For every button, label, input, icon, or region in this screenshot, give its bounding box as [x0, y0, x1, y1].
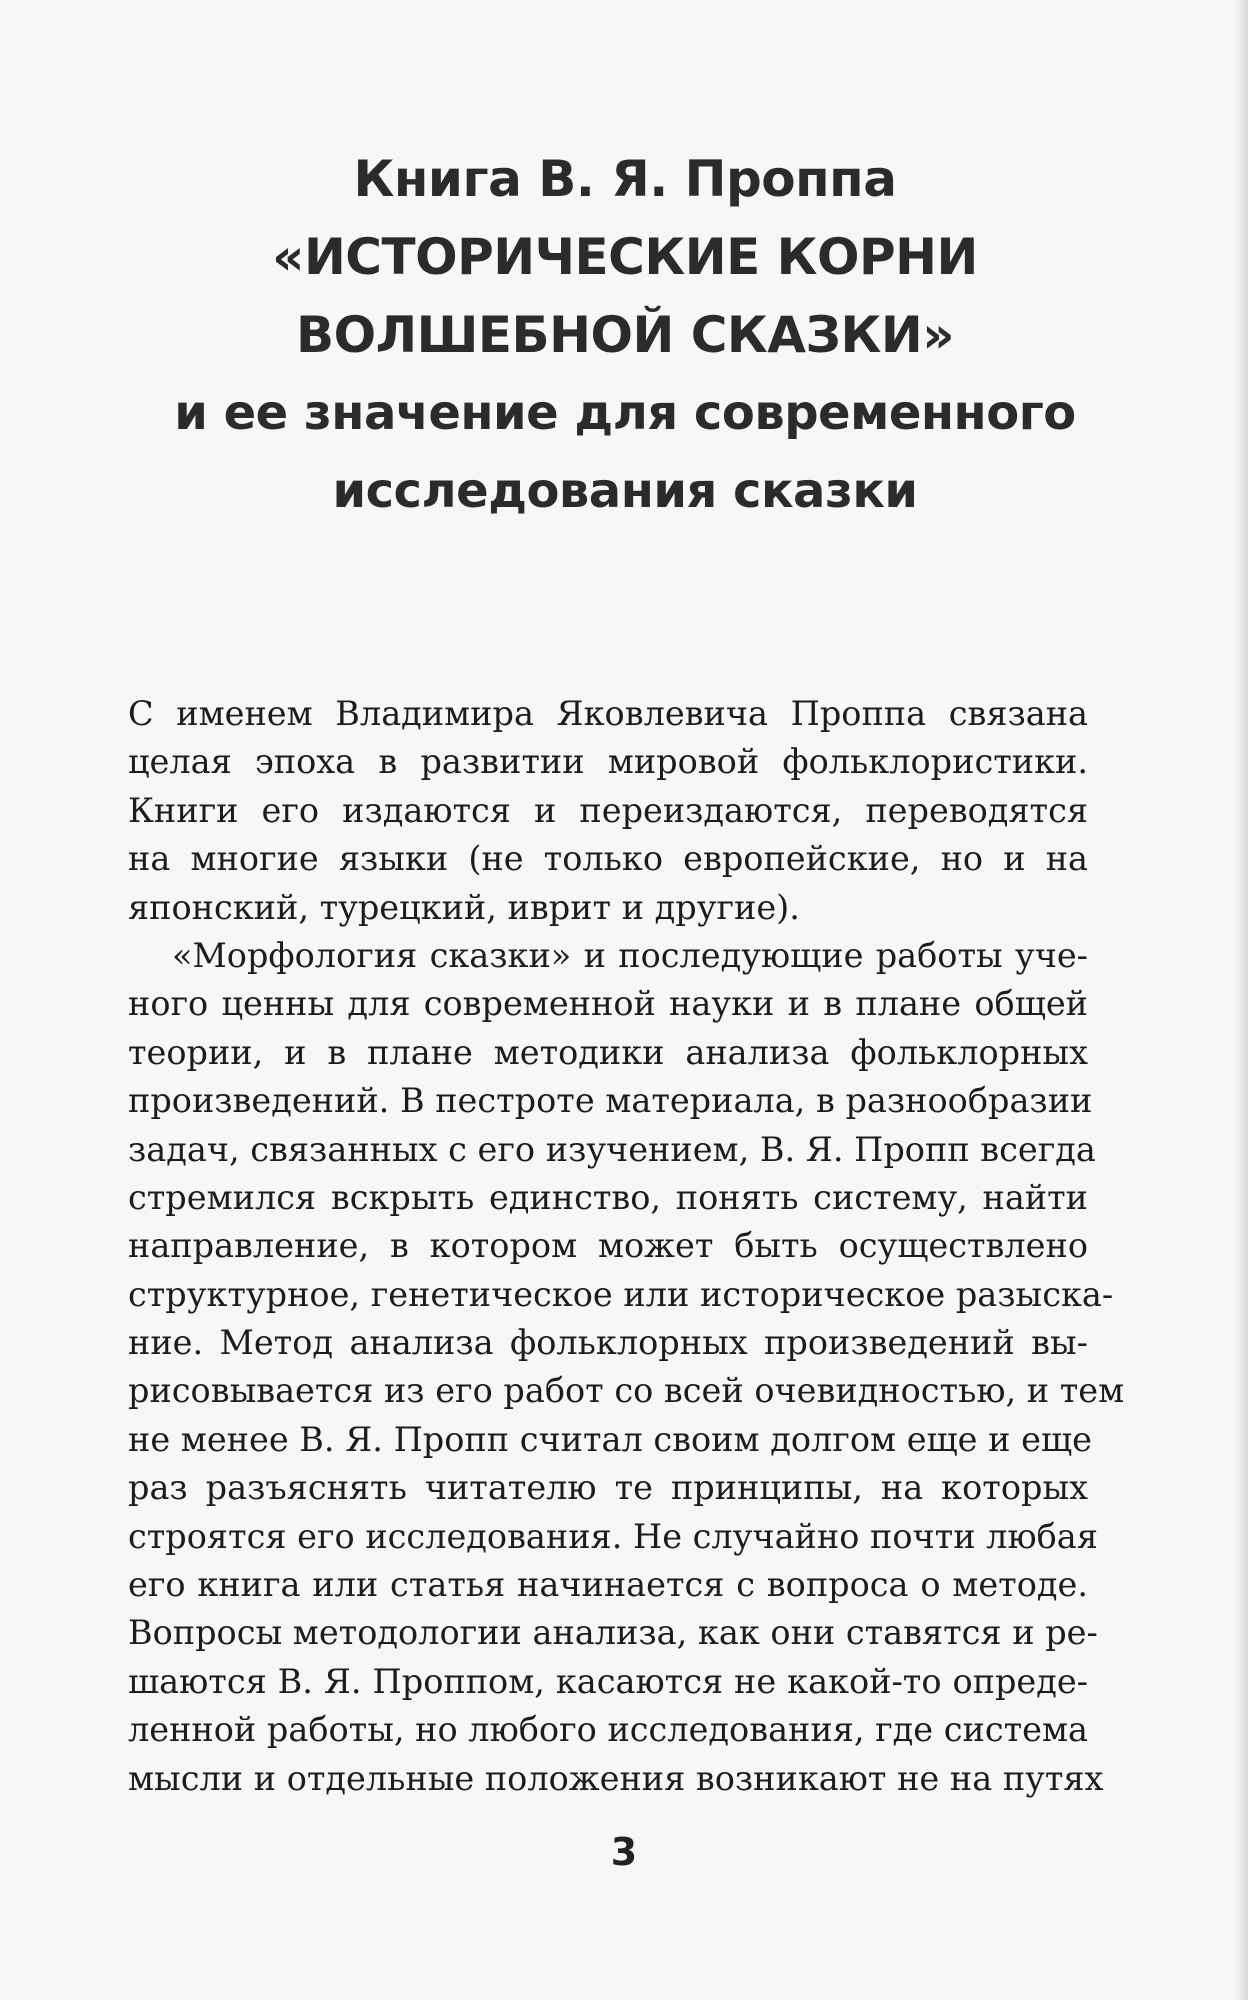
text-line: строятся его исследования. Не случайно почти любая: [128, 1516, 1098, 1556]
text-line: теории, и в плане методики анализа фольклорных: [128, 1032, 1088, 1072]
text-line: С именем Владимира Яковлевича Проппа связана: [128, 694, 1088, 733]
paragraph-1: [128, 690, 1088, 932]
scan-edge-shadow: [1234, 0, 1248, 2000]
text-line: не менее В. Я. Пропп считал своим долгом еще и еще: [128, 1419, 1092, 1459]
text-line: целая эпоха в развитии мировой фольклористики.: [128, 742, 1088, 782]
text-line: ленной работы, но любого исследования, где система: [128, 1710, 1089, 1750]
text-line: Книги его издаются и переиздаются, переводятся: [128, 790, 1088, 830]
title-line-4: и ее значение для современного: [174, 385, 1076, 441]
text-line: его книга или статья начинается с вопроса о методе.: [128, 1565, 1088, 1605]
text-line: произведений. В пестроте материала, в разнообразии: [128, 1081, 1093, 1121]
text-line: «Морфология сказки» и последующие работы уче-: [172, 935, 1088, 975]
text-line: мысли и отдельные положения возникают не на путях: [128, 1758, 1104, 1798]
text-line: шаются В. Я. Проппом, касаются не какой-то опреде-: [128, 1661, 1088, 1701]
paragraph-2: [128, 932, 1125, 1803]
text-line: стремился вскрыть единство, понять систему, найти: [128, 1177, 1088, 1217]
text-line: Вопросы методологии анализа, как они ставятся и ре-: [128, 1613, 1098, 1653]
chapter-title: [120, 140, 1130, 530]
body-text: [128, 690, 1125, 1803]
title-line-2: «ИСТОРИЧЕСКИЕ КОРНИ: [272, 228, 978, 286]
text-line: ного ценны для современной науки и в плане общей: [128, 984, 1088, 1024]
text-line: раз разъяснять читателю те принципы, на которых: [128, 1468, 1088, 1508]
title-line-5: исследования сказки: [332, 463, 918, 519]
title-line-3: ВОЛШЕБНОЙ СКАЗКИ»: [295, 306, 955, 364]
text-line: рисовывается из его работ со всей очевидностью, и тем: [128, 1371, 1125, 1411]
text-line: задач, связанных с его изучением, В. Я. Пропп всегда: [128, 1129, 1096, 1169]
text-line: ние. Метод анализа фольклорных произведений вы-: [128, 1323, 1088, 1363]
title-line-1: Книга В. Я. Проппа: [353, 150, 897, 208]
text-line: направление, в котором может быть осуществлено: [128, 1226, 1088, 1266]
page-number: 3: [610, 1830, 638, 1874]
text-line: структурное, генетическое или историческое разыска-: [128, 1274, 1114, 1314]
text-line: на многие языки (не только европейские, но и на: [128, 839, 1088, 879]
text-line: японский, турецкий, иврит и другие).: [128, 887, 800, 927]
